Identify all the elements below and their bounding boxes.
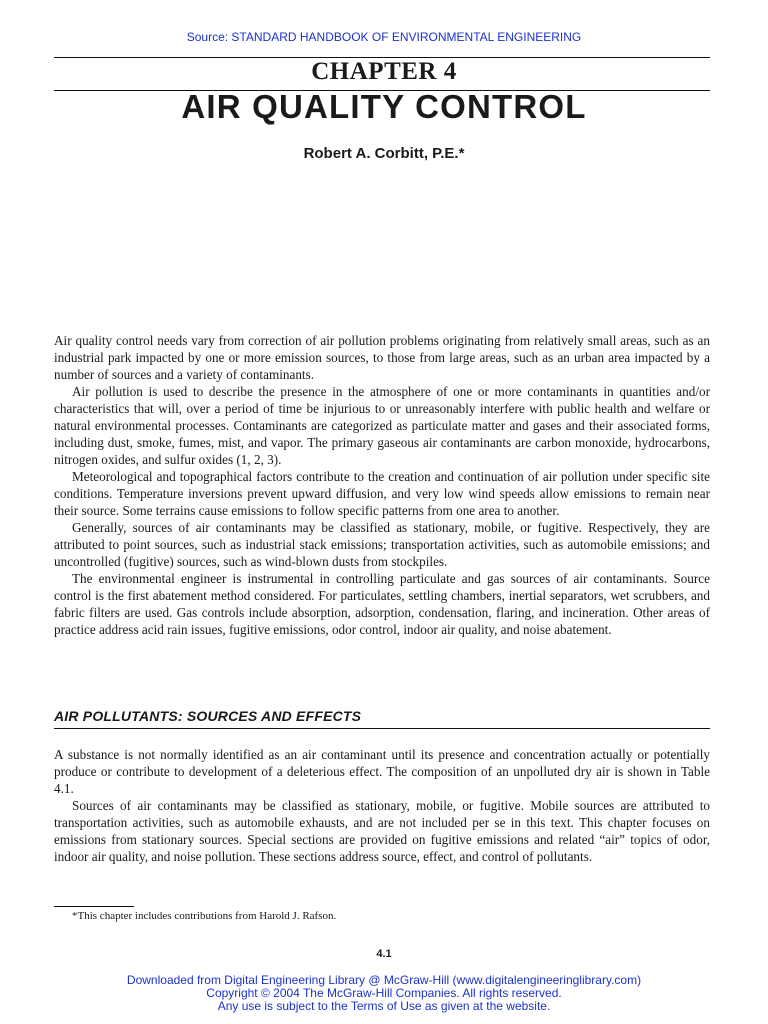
page-number: 4.1 xyxy=(376,948,392,960)
chapter-label: CHAPTER 4 xyxy=(311,58,457,85)
download-link[interactable]: Downloaded from Digital Engineering Library @ McGraw-Hill (www.digitalengineeringlibrary.com) xyxy=(126,973,642,987)
paragraph: Air quality control needs vary from correction of air pollution problems originating from relatively small areas, such as an industrial park impacted by one or more emission sources, to those from large areas, such as an urban area impacted by a number of sources and a variety of contaminants. xyxy=(54,333,710,382)
source-line: Source: STANDARD HANDBOOK OF ENVIRONMENTAL ENGINEERING xyxy=(186,30,582,44)
section-rule xyxy=(54,728,710,729)
paragraph: Sources of air contaminants may be classified as stationary, mobile, or fugitive. Mobile sources are attributed to transportation activities, such as automobile exhausts, and are not included per se in this text. This chapter focuses on emissions from stationary sources. Special sections are provided on fugitive emissions and related “air” topics of odor, indoor air quality, and noise pollution. These sections address source, effect, and control of pollutants. xyxy=(54,798,710,864)
footnote: *This chapter includes contributions from Harold J. Rafson. xyxy=(72,910,337,922)
paragraph: Air pollution is used to describe the presence in the atmosphere of one or more contaminants in quantities and/or characteristics that will, over a period of time be injurious to or unreasonably interfere with public health and welfare or natural environmental processes. Contaminants are categorized as particulate matter and gases and their associated forms, including dust, smoke, fumes, mist, and vapor. The primary gaseous air contaminants are carbon monoxide, hydrocarbons, nitrogen oxides, and sulfur oxides (1, 2, 3). xyxy=(54,384,710,467)
paragraph: Generally, sources of air contaminants may be classified as stationary, mobile, or fugitive. Respectively, they are attributed to point sources, such as industrial stack emissions; transportation activities, such as automobile emissions; and uncontrolled (fugitive) sources, such as wind-blown dusts from stockpiles. xyxy=(54,520,710,569)
section-text xyxy=(54,746,710,865)
terms-link[interactable]: Any use is subject to the Terms of Use as given at the website. xyxy=(217,999,551,1013)
section-heading: AIR POLLUTANTS: SOURCES AND EFFECTS xyxy=(54,708,362,724)
author-name: Robert A. Corbitt, P.E.* xyxy=(303,145,465,162)
copyright-line: Copyright © 2004 The McGraw-Hill Companies. All rights reserved. xyxy=(206,986,562,1000)
footnote-rule xyxy=(54,906,134,907)
paragraph: The environmental engineer is instrumental in controlling particulate and gas sources of air contaminants. Source control is the first abatement method considered. For particulates, settling chambers, inertial separators, wet scrubbers, and fabric filters are used. Gas controls include absorption, adsorption, condensation, flaring, and incineration. Other areas of practice address acid rain issues, fugitive emissions, odor control, indoor air quality, and noise abatement. xyxy=(54,571,710,637)
paragraph: A substance is not normally identified as an air contaminant until its presence and concentration actually or potentially produce or contribute to development of a deleterious effect. The composition of an unpolluted dry air is shown in Table 4.1. xyxy=(54,747,710,796)
intro-text xyxy=(54,332,710,638)
chapter-title: AIR QUALITY CONTROL xyxy=(181,88,587,125)
download-notice xyxy=(0,974,768,1013)
paragraph: Meteorological and topographical factors contribute to the creation and continuation of air pollution under specific site conditions. Temperature inversions prevent upward diffusion, and very low wind speeds allow emissions to remain near their source. Some terrains cause emissions to follow specific patterns from one area to another. xyxy=(54,469,710,518)
